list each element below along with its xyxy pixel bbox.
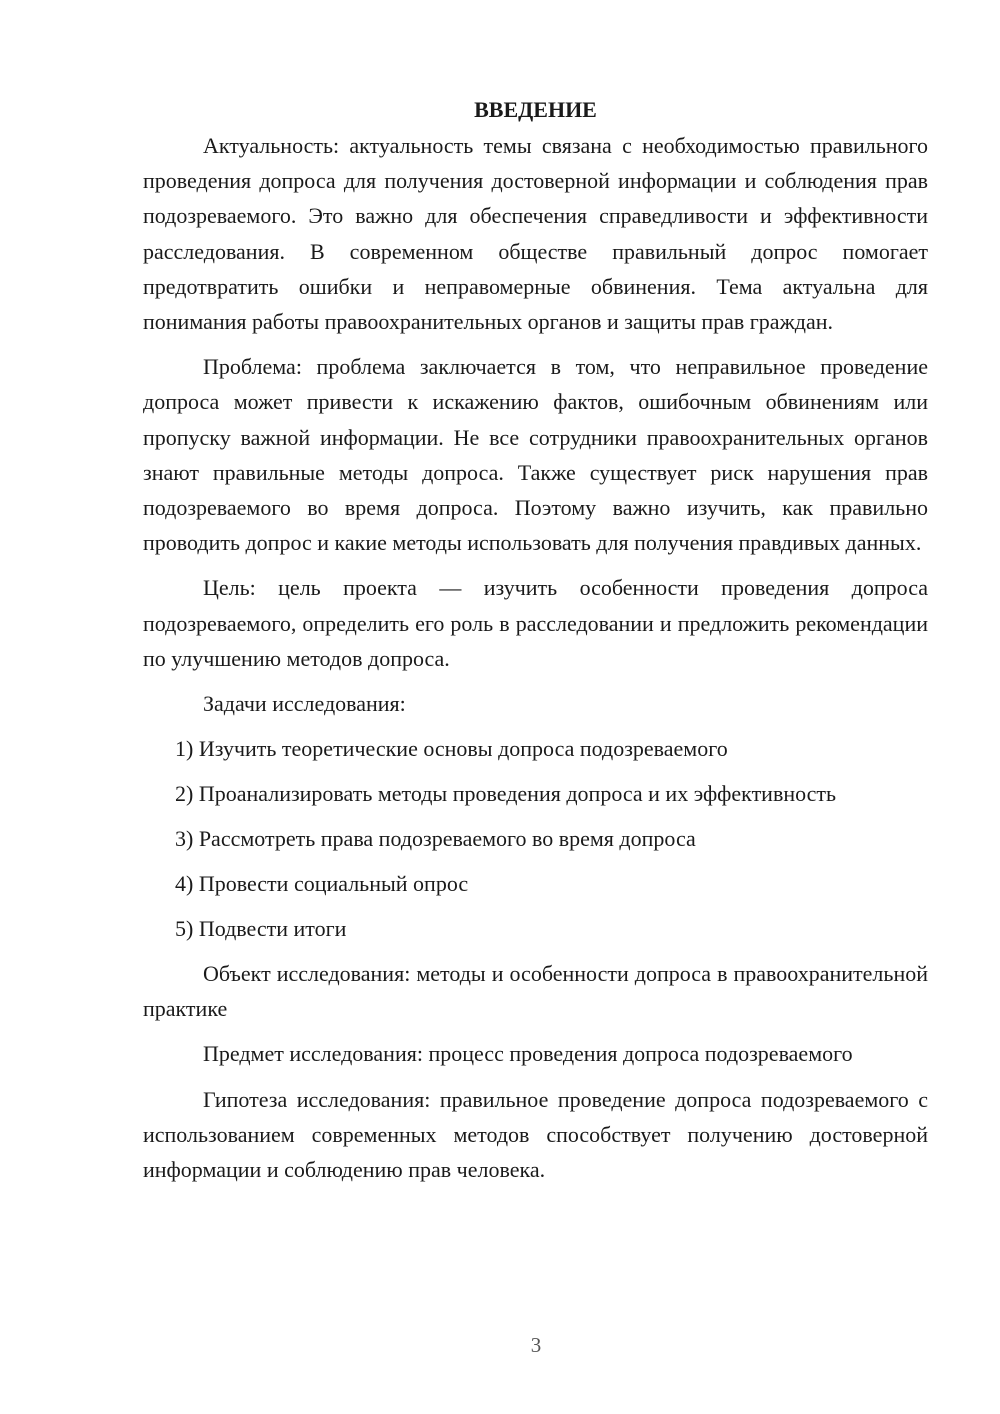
object-paragraph: Объект исследования: методы и особенности допроса в правоохранительной практике — [143, 961, 928, 1022]
task-item: 2) Проанализировать методы проведения допроса и их эффективность — [175, 781, 837, 807]
goal-paragraph: Цель: цель проекта — изучить особенности проведения допроса подозреваемого, определить его роль в расследовании и предложить рекомендации по улучшению методов допроса. — [143, 575, 928, 671]
tasks-list — [143, 731, 928, 946]
task-item: 1) Изучить теоретические основы допроса подозреваемого — [175, 736, 728, 762]
page-number: 3 — [530, 1333, 542, 1357]
problem-paragraph: Проблема: проблема заключается в том, что неправильное проведение допроса может привести к искажению фактов, ошибочным обвинениям или пропуску важной информации. Не все сотрудники правоохранительных органов знают правильные методы допроса. Также существует риск нарушения прав подозреваемого во время допроса. Поэтому важно изучить, как правильно проводить допрос и какие методы использовать для получения правдивых данных. — [143, 354, 928, 556]
task-item: 4) Провести социальный опрос — [175, 871, 469, 897]
task-item: 3) Рассмотреть права подозреваемого во время допроса — [175, 826, 696, 852]
tasks-title: Задачи исследования: — [203, 691, 406, 717]
section-heading: ВВЕДЕНИЕ — [474, 97, 597, 122]
task-item: 5) Подвести итоги — [175, 916, 347, 942]
hypothesis-paragraph: Гипотеза исследования: правильное проведение допроса подозреваемого с использованием современных методов способствует получению достоверной информации и соблюдению прав человека. — [143, 1086, 928, 1183]
document-page — [143, 92, 928, 1197]
relevance-paragraph: Актуальность: актуальность темы связана с необходимостью правильного проведения допроса для получения достоверной информации и соблюдения прав подозреваемого. Это важно для обеспечения справедливости и эффективности расследования. В современном обществе правильный допрос помогает предотвратить ошибки и неправомерные обвинения. Тема актуальна для понимания работы правоохранительных органов и защиты прав граждан. — [143, 133, 928, 335]
subject-paragraph: Предмет исследования: процесс проведения допроса подозреваемого — [203, 1041, 853, 1067]
